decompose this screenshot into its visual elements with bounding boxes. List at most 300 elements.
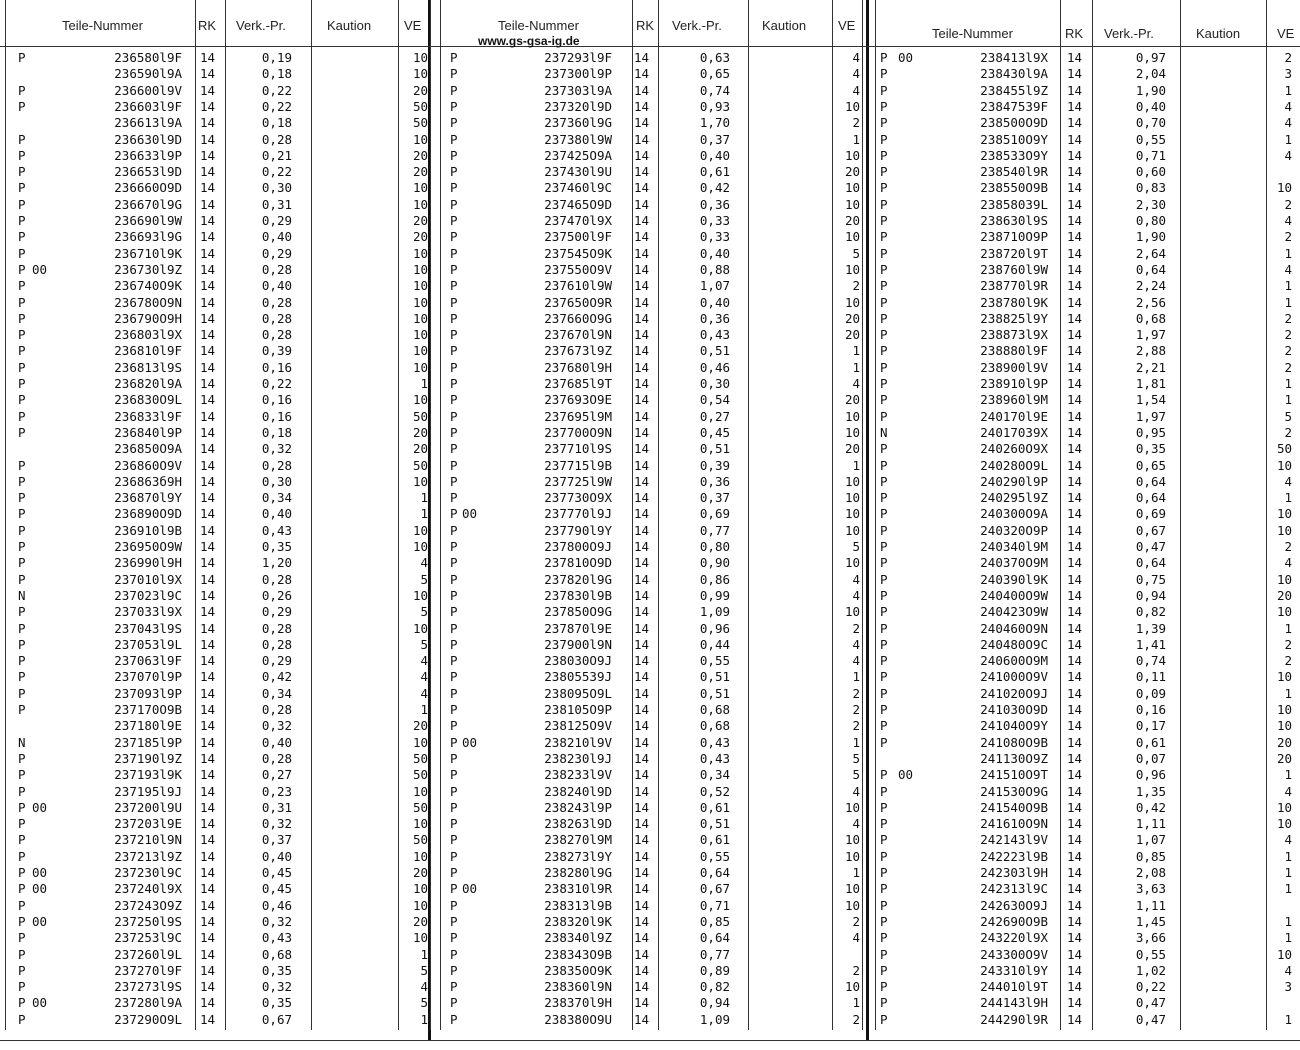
status-flag: P [450, 392, 458, 408]
part-number: 238233l9V [544, 767, 612, 783]
price: 0,69 [1135, 506, 1166, 522]
part-number: 238340l9Z [544, 930, 612, 946]
ve-value: 20 [844, 310, 860, 326]
price: 0,28 [261, 261, 292, 277]
status-flag: P [880, 115, 888, 131]
ve-value: 10 [412, 131, 428, 147]
status-flag: P [18, 962, 26, 978]
part-number: 237800O9J [544, 539, 612, 554]
price: 0,55 [699, 653, 730, 669]
status-flag: P [450, 164, 458, 180]
price: 0,69 [699, 506, 730, 522]
part-number: 237200l9U [114, 799, 182, 815]
part-number: 237650O9R [544, 294, 612, 310]
part-number: 241130O9Z [980, 750, 1048, 766]
price: 2,21 [1135, 359, 1166, 375]
marker: 00 [32, 865, 48, 880]
table-row [0, 197, 1300, 213]
part-number: 244143l9H [980, 995, 1048, 1011]
price: 0,40 [261, 229, 292, 245]
price: 0,22 [261, 82, 292, 98]
price: 0,83 [1135, 180, 1166, 196]
part-number: 236693l9G [114, 229, 182, 245]
rk-value: 14 [634, 962, 650, 978]
status-flag: P [18, 376, 26, 391]
ve-value: 2 [1284, 636, 1292, 652]
table-row [0, 637, 1300, 653]
status-flag: P [880, 1011, 888, 1027]
table-row [0, 229, 1300, 245]
price: 0,29 [261, 604, 292, 620]
price: 0,09 [1135, 685, 1166, 701]
table-row [0, 474, 1300, 490]
price: 1,45 [1135, 913, 1166, 929]
rk-value: 14 [634, 115, 650, 131]
price: 0,28 [261, 750, 292, 766]
rk-value: 14 [200, 750, 216, 766]
ve-value: 50 [412, 799, 428, 815]
ve-value: 10 [844, 490, 860, 506]
part-number: 236850O9A [114, 441, 182, 457]
rk-value: 14 [634, 979, 650, 995]
ve-value: 2 [852, 702, 860, 717]
table-row [0, 441, 1300, 457]
table-row [0, 99, 1300, 115]
price: 0,68 [261, 946, 292, 962]
ve-value: 5 [420, 571, 428, 587]
price: 0,42 [1135, 799, 1166, 815]
rk-header: RK [636, 18, 655, 33]
price: 0,28 [261, 131, 292, 147]
rk-value: 14 [634, 848, 650, 864]
kaution-header: Kaution [1196, 26, 1241, 41]
status-flag: P [18, 180, 26, 196]
rk-value: 14 [634, 865, 650, 880]
rk-value: 14 [1067, 702, 1083, 717]
rk-header: RK [198, 18, 217, 33]
part-number: 237053l9L [114, 636, 182, 652]
ve-value: 10 [412, 180, 428, 196]
table-row [0, 669, 1300, 685]
status-flag: P [18, 816, 26, 832]
status-flag: P [450, 82, 458, 98]
ve-value: 4 [1284, 473, 1292, 489]
rk-value: 14 [200, 816, 216, 832]
part-number: 240320O9P [980, 522, 1048, 538]
rk-value: 14 [1067, 718, 1083, 734]
status-flag: P [450, 147, 458, 163]
table-row [0, 1012, 1300, 1028]
price: 0,40 [1135, 98, 1166, 114]
ve-value: 10 [844, 897, 860, 913]
ve-value: 10 [844, 799, 860, 815]
ve-value: 4 [852, 66, 860, 82]
price: 0,32 [261, 979, 292, 995]
part-number: 240423O9W [980, 604, 1048, 620]
ve-value: 2 [852, 718, 860, 734]
status-flag: P [880, 718, 888, 734]
part-number: 237193l9K [114, 767, 182, 783]
teile-nummer-header: Teile-Nummer [62, 18, 143, 33]
ve-value: 1 [1284, 392, 1292, 408]
price: 0,47 [1135, 1011, 1166, 1027]
part-number: 242303l9H [980, 865, 1048, 880]
part-number: 237470l9X [544, 213, 612, 228]
ve-value: 4 [1284, 115, 1292, 131]
rk-value: 14 [200, 685, 216, 701]
status-flag: P [880, 147, 888, 163]
rk-value: 14 [200, 245, 216, 261]
price: 0,33 [699, 229, 730, 245]
ve-value: 10 [1276, 799, 1292, 815]
part-number: 237293l9F [544, 50, 612, 65]
part-number: 238510O9Y [980, 131, 1048, 147]
rk-value: 14 [634, 213, 650, 228]
rk-value: 14 [634, 539, 650, 554]
rk-value: 14 [634, 604, 650, 620]
table-row [0, 343, 1300, 359]
price: 0,55 [1135, 946, 1166, 962]
part-number: 238105O9P [544, 702, 612, 717]
rk-value: 14 [634, 66, 650, 82]
table-row [0, 555, 1300, 571]
ve-value: 50 [412, 408, 428, 424]
part-number: 240170З9X [980, 424, 1048, 440]
rk-value: 14 [634, 359, 650, 375]
part-number: 236890O9D [114, 506, 182, 522]
price: 0,67 [699, 881, 730, 897]
rk-value: 14 [200, 131, 216, 147]
price: 3,66 [1135, 930, 1166, 946]
table-row [0, 392, 1300, 408]
status-flag: P [880, 310, 888, 326]
part-number: 238873l9X [980, 327, 1048, 343]
table-row [0, 702, 1300, 718]
rk-value: 14 [200, 767, 216, 783]
price: 0,67 [261, 1011, 292, 1027]
status-flag: P [880, 653, 888, 669]
rk-value: 14 [634, 522, 650, 538]
ve-value: 2 [1284, 50, 1292, 65]
ve-value: 10 [844, 832, 860, 848]
rk-value: 14 [200, 441, 216, 457]
rk-value: 14 [200, 229, 216, 245]
part-number: 236603l9F [114, 98, 182, 114]
table-row [0, 66, 1300, 82]
part-number: 237693O9E [544, 392, 612, 408]
price: 0,34 [261, 685, 292, 701]
rk-value: 14 [200, 718, 216, 734]
part-number: 238760l9W [980, 261, 1048, 277]
table-row [0, 148, 1300, 164]
part-number: 236803l9X [114, 327, 182, 343]
part-number: 238243l9P [544, 799, 612, 815]
table-row [0, 816, 1300, 832]
status-flag: P [18, 343, 26, 359]
status-flag: P [880, 881, 888, 897]
part-number: 243220l9X [980, 930, 1048, 946]
ve-value: 1 [1284, 1011, 1292, 1027]
price: 0,18 [261, 66, 292, 82]
table-row [0, 539, 1300, 555]
status-flag: P [18, 424, 26, 440]
ve-value: 10 [1276, 604, 1292, 620]
status-flag: P [450, 702, 458, 717]
table-row [0, 588, 1300, 604]
part-number: 238540l9R [980, 164, 1048, 180]
price: 0,52 [699, 783, 730, 799]
marker: 00 [462, 734, 478, 750]
rk-value: 14 [200, 995, 216, 1011]
ve-value: 4 [1284, 98, 1292, 114]
part-number: 237460l9C [544, 180, 612, 196]
status-flag: P [880, 196, 888, 212]
ve-value: 1 [1284, 881, 1292, 897]
status-flag: P [450, 66, 458, 82]
status-flag: P [880, 913, 888, 929]
status-flag: P [880, 979, 888, 995]
part-number: 236810l9F [114, 343, 182, 359]
table-row [0, 132, 1300, 148]
ve-value: 2 [1284, 359, 1292, 375]
part-number: 237610l9W [544, 278, 612, 294]
part-number: 237243O9Z [114, 897, 182, 913]
rk-value: 14 [200, 636, 216, 652]
ve-value: 2 [852, 278, 860, 294]
table-row [0, 784, 1300, 800]
status-flag: P [880, 245, 888, 261]
ve-value: 1 [420, 376, 428, 391]
rk-value: 14 [634, 147, 650, 163]
rk-value: 14 [634, 473, 650, 489]
part-number: 236820l9A [114, 376, 182, 391]
rk-value: 14 [634, 441, 650, 457]
price: 1,11 [1135, 816, 1166, 832]
part-number: 237320l9D [544, 98, 612, 114]
rk-value: 14 [200, 278, 216, 294]
ve-value: 10 [412, 881, 428, 897]
ve-value: 10 [412, 245, 428, 261]
price: 1,39 [1135, 620, 1166, 636]
ve-value: 20 [1276, 750, 1292, 766]
ve-value: 4 [852, 376, 860, 391]
ve-value: 10 [844, 229, 860, 245]
part-number: 237870l9E [544, 620, 612, 636]
ve-value: 1 [1284, 131, 1292, 147]
rk-value: 14 [1067, 946, 1083, 962]
rk-value: 14 [634, 245, 650, 261]
price: 0,68 [699, 702, 730, 717]
rk-value: 14 [634, 718, 650, 734]
table-row [0, 767, 1300, 783]
rk-value: 14 [200, 473, 216, 489]
part-number: 238500O9D [980, 115, 1048, 131]
price: 0,65 [699, 66, 730, 82]
rk-value: 14 [634, 310, 650, 326]
price: 0,51 [699, 685, 730, 701]
status-flag: P [450, 571, 458, 587]
part-number: 237070l9P [114, 669, 182, 685]
status-flag: P [880, 539, 888, 554]
bottom-rule [0, 1040, 1300, 1041]
ve-value: 2 [852, 685, 860, 701]
ve-value: 1 [420, 506, 428, 522]
price: 0,40 [699, 147, 730, 163]
part-number: 240280O9L [980, 457, 1048, 473]
status-flag: P [450, 180, 458, 196]
marker: 00 [32, 799, 48, 815]
kaution-header: Kaution [327, 18, 372, 33]
ve-value: 20 [412, 718, 428, 734]
part-number: 237465O9D [544, 196, 612, 212]
status-flag: P [450, 979, 458, 995]
status-flag: P [450, 587, 458, 603]
ve-value: 1 [1284, 913, 1292, 929]
status-flag: P [880, 408, 888, 424]
price: 0,99 [699, 587, 730, 603]
part-number: 236630l9D [114, 131, 182, 147]
ve-value: 2 [1284, 424, 1292, 440]
ve-value: 5 [852, 245, 860, 261]
part-number: 238825l9Y [980, 310, 1048, 326]
rk-value: 14 [634, 490, 650, 506]
table-row [0, 278, 1300, 294]
status-flag: P [18, 946, 26, 962]
price: 0,17 [1135, 718, 1166, 734]
price: 1,11 [1135, 897, 1166, 913]
status-flag: P [18, 555, 26, 571]
ve-value: 2 [1284, 196, 1292, 212]
ve-value: 20 [412, 213, 428, 228]
part-number: 238380O9U [544, 1011, 612, 1027]
ve-value: 1 [852, 865, 860, 880]
ve-value: 10 [844, 196, 860, 212]
rk-value: 14 [200, 424, 216, 440]
status-flag: P [880, 294, 888, 310]
ve-value: 10 [412, 66, 428, 82]
ve-value: 4 [420, 555, 428, 571]
ve-value: 20 [412, 147, 428, 163]
ve-value: 2 [852, 115, 860, 131]
table-row [0, 914, 1300, 930]
price: 0,51 [699, 669, 730, 685]
part-number: 237850O9G [544, 604, 612, 620]
status-flag: P [450, 408, 458, 424]
table-row [0, 735, 1300, 751]
price: 2,08 [1135, 865, 1166, 880]
ve-value: 1 [1284, 245, 1292, 261]
status-flag: P [880, 783, 888, 799]
rk-value: 14 [1067, 408, 1083, 424]
part-number: 237180l9E [114, 718, 182, 734]
price: 0,94 [699, 995, 730, 1011]
rk-value: 14 [200, 408, 216, 424]
part-number: 237230l9C [114, 865, 182, 880]
rk-value: 14 [1067, 750, 1083, 766]
price: 2,56 [1135, 294, 1166, 310]
rk-value: 14 [1067, 473, 1083, 489]
part-number: 236590l9A [114, 66, 182, 82]
ve-header: VE [1277, 26, 1295, 41]
price: 0,97 [1135, 50, 1166, 65]
rk-value: 14 [1067, 359, 1083, 375]
part-number: 236950O9W [114, 539, 182, 554]
rk-value: 14 [1067, 213, 1083, 228]
status-flag: P [18, 653, 26, 669]
ve-value: 1 [420, 490, 428, 506]
marker: 00 [462, 506, 478, 522]
rk-value: 14 [634, 702, 650, 717]
status-flag: P [880, 66, 888, 82]
price: 0,46 [699, 359, 730, 375]
part-number: 236790O9H [114, 310, 182, 326]
status-flag: P [450, 131, 458, 147]
part-number: 238550O9B [980, 180, 1048, 196]
part-number: 238280l9G [544, 865, 612, 880]
status-flag: P [450, 98, 458, 114]
ve-value: 20 [412, 82, 428, 98]
part-number: 237545O9K [544, 245, 612, 261]
price: 1,97 [1135, 327, 1166, 343]
price: 0,55 [699, 848, 730, 864]
part-number: 237695l9M [544, 408, 612, 424]
price: 0,40 [261, 734, 292, 750]
rk-value: 14 [200, 865, 216, 880]
part-number: 238900l9V [980, 359, 1048, 375]
ve-value: 1 [852, 359, 860, 375]
rk-value: 14 [200, 1011, 216, 1027]
rk-value: 14 [200, 604, 216, 620]
price: 0,68 [699, 718, 730, 734]
rk-value: 14 [634, 799, 650, 815]
part-number: 240300O9A [980, 506, 1048, 522]
ve-value: 10 [412, 310, 428, 326]
rk-value: 14 [1067, 620, 1083, 636]
rk-value: 14 [634, 995, 650, 1011]
ve-value: 1 [1284, 294, 1292, 310]
ve-value: 20 [1276, 734, 1292, 750]
price: 0,45 [261, 881, 292, 897]
status-flag: P [880, 832, 888, 848]
marker: 00 [32, 913, 48, 929]
status-flag: P [880, 490, 888, 506]
rk-value: 14 [1067, 897, 1083, 913]
rk-value: 14 [200, 979, 216, 995]
ve-value: 1 [420, 702, 428, 717]
price: 0,27 [261, 767, 292, 783]
rk-value: 14 [634, 408, 650, 424]
ve-value: 10 [844, 473, 860, 489]
part-number: 237725l9W [544, 473, 612, 489]
status-flag: P [880, 327, 888, 343]
status-flag: P [450, 653, 458, 669]
ve-value: 3 [1284, 979, 1292, 995]
part-number: 237250l9S [114, 913, 182, 929]
ve-value: 10 [844, 604, 860, 620]
ve-value: 1 [852, 131, 860, 147]
verk-pr-header: Verk.-Pr. [1104, 26, 1154, 41]
price: 0,43 [699, 750, 730, 766]
price: 0,61 [699, 164, 730, 180]
part-number: 237715l9B [544, 457, 612, 473]
price: 0,31 [261, 799, 292, 815]
status-flag: P [880, 506, 888, 522]
part-number: 238630l9S [980, 213, 1048, 228]
ve-value: 20 [412, 913, 428, 929]
part-number: 237240l9X [114, 881, 182, 897]
rk-value: 14 [634, 587, 650, 603]
status-flag: P [880, 946, 888, 962]
